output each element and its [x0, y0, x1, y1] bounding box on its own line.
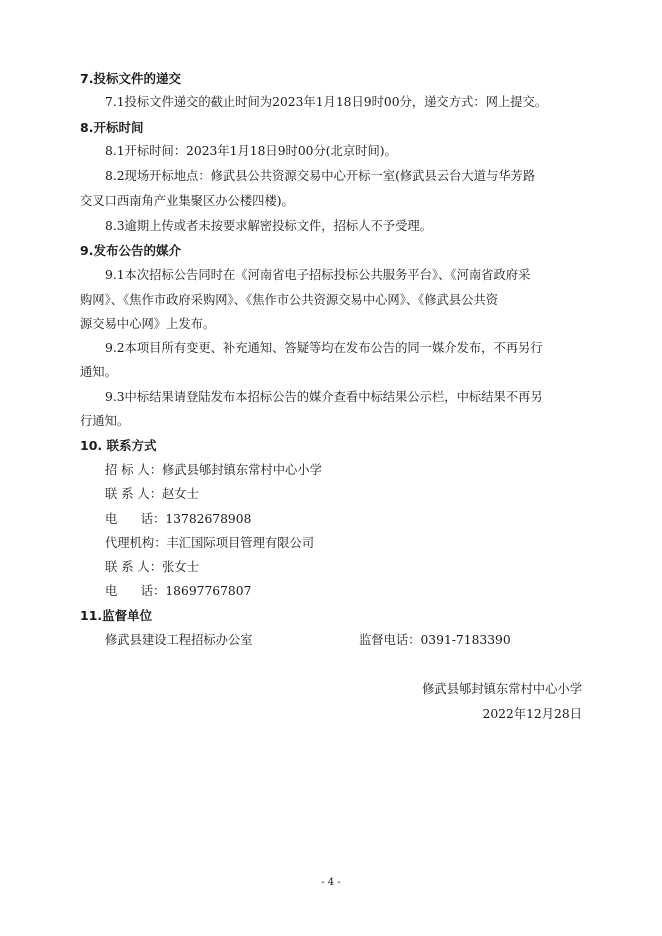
section-8-1-text: 8.1开标时间：2023年1月18日9时00分(北京时间)。	[105, 144, 397, 158]
contact-person2-label: 联 系 人：	[105, 560, 163, 574]
contact-tenderer-value: 修武县郇封镇东常村中心小学	[162, 463, 322, 477]
contact-person1-row	[105, 485, 199, 503]
contact-tenderer-row	[105, 461, 322, 479]
contact-agency-row	[105, 534, 314, 552]
section-7-1-text: 7.1投标文件递交的截止时间为2023年1月18日9时00分，递交方式：网上提交。	[105, 95, 548, 109]
section-11-heading: 11.监督单位	[80, 608, 153, 623]
contact-person1-label: 联 系 人：	[105, 487, 163, 501]
page-number: - 4 -	[321, 877, 341, 888]
contact-phone2-label: 电 话：	[105, 584, 166, 598]
section-9-1-text-line3: 源交易中心网》上发布。	[80, 317, 216, 331]
signature-date: 2022年12月28日	[482, 707, 582, 721]
contact-phone1-label: 电 话：	[105, 512, 166, 526]
supervision-phone: 监督电话：0391-7183390	[359, 633, 511, 647]
section-10-heading: 10. 联系方式	[80, 438, 157, 453]
contact-agency-value: 丰汇国际项目管理有限公司	[166, 536, 315, 550]
section-8-heading: 8.开标时间	[80, 120, 144, 135]
section-8-3-text: 8.3逾期上传或者未按要求解密投标文件，招标人不予受理。	[105, 219, 432, 233]
contact-phone2-row	[105, 582, 251, 600]
contact-phone1-row	[105, 510, 251, 528]
contact-agency-label: 代理机构：	[105, 536, 167, 550]
section-8-2-text-line1: 8.2现场开标地点：修武县公共资源交易中心开标一室(修武县云台大道与华芳路	[105, 169, 536, 183]
section-9-1-text-line1: 9.1本次招标公告同时在《河南省电子招标投标公共服务平台》、《河南省政府采	[105, 268, 531, 282]
contact-person2-row	[105, 558, 199, 576]
section-9-2-text-line1: 9.2本项目所有变更、补充通知、答疑等均在发布公告的同一媒介发布，不再另行	[105, 341, 543, 355]
section-7-heading: 7.投标文件的递交	[80, 71, 181, 86]
section-9-heading: 9.发布公告的媒介	[80, 243, 181, 258]
section-9-1-text-line2: 购网》、《焦作市政府采购网》、《焦作市公共资源交易中心网》、《修武县公共资	[80, 293, 499, 307]
supervision-office: 修武县建设工程招标办公室	[105, 633, 253, 647]
contact-phone1-value: 13782678908	[165, 512, 252, 526]
contact-person2-value: 张女士	[162, 560, 199, 574]
section-8-2-text-line2: 交叉口西南角产业集聚区办公楼四楼)。	[80, 194, 294, 208]
contact-person1-value: 赵女士	[162, 487, 199, 501]
contact-tenderer-label: 招 标 人：	[105, 463, 163, 477]
section-9-3-text-line2: 行通知。	[80, 414, 130, 428]
signature-organization: 修武县郇封镇东常村中心小学	[422, 682, 582, 696]
contact-phone2-value: 18697767807	[165, 584, 252, 598]
section-9-3-text-line1: 9.3中标结果请登陆发布本招标公告的媒介查看中标结果公示栏，中标结果不再另	[105, 390, 543, 404]
section-9-2-text-line2: 通知。	[80, 365, 117, 379]
